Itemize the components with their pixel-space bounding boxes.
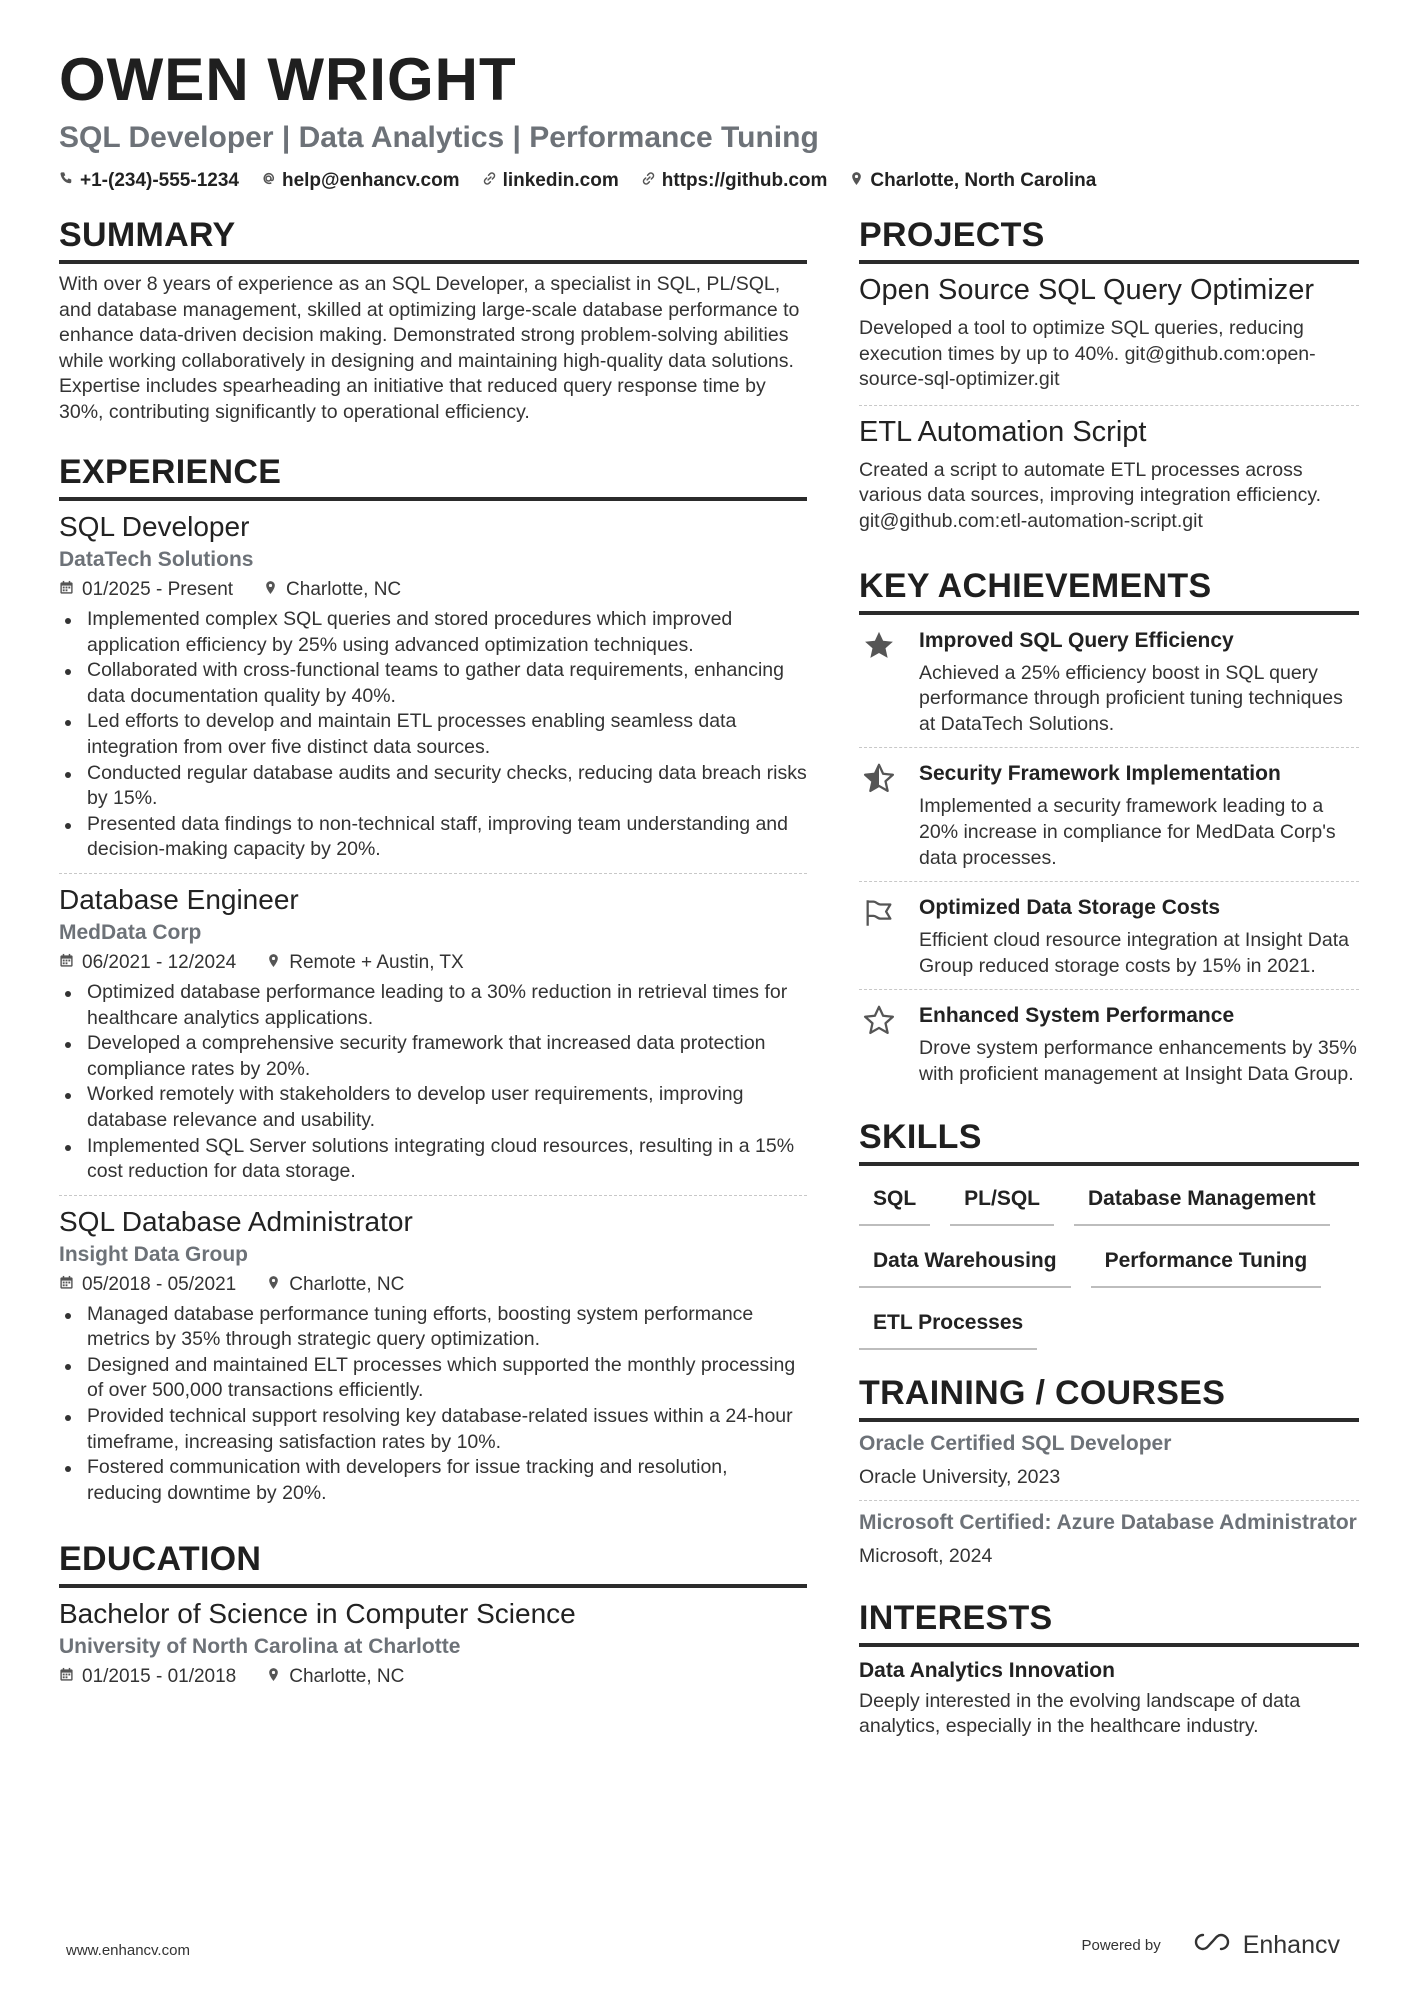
course-title: Oracle Certified SQL Developer	[859, 1431, 1172, 1455]
bullet-item: Managed database performance tuning efforts, boosting system performance metrics by 35% through strategic query optimization.	[59, 1302, 807, 1353]
bullet-item: Designed and maintained ELT processes which supported the monthly processing of over 500,000 transactions efficiently.	[59, 1353, 807, 1404]
contact-github[interactable]	[641, 170, 828, 192]
enhancv-logo[interactable]	[1189, 1930, 1340, 1961]
location-icon	[849, 170, 864, 192]
interest-desc: Deeply interested in the evolving landscape of data analytics, especially in the healthcare industry.	[859, 1689, 1301, 1738]
job-location	[266, 1270, 404, 1300]
calendar-icon	[59, 948, 74, 978]
skill-tag: SQL	[859, 1178, 930, 1226]
education-entry	[59, 1588, 807, 1702]
job-location-text: Charlotte, NC	[286, 579, 402, 600]
job-entry	[59, 874, 807, 1196]
job-location	[266, 948, 463, 978]
bullet-item: Presented data findings to non-technical staff, improving team understanding and decision-making capacity by 20%.	[59, 812, 807, 863]
footer-branding	[1081, 1930, 1340, 1961]
education-location	[266, 1662, 404, 1692]
job-entry	[59, 501, 807, 874]
section-heading-summary: SUMMARY	[59, 214, 807, 264]
section-heading-achievements: KEY ACHIEVEMENTS	[859, 565, 1359, 615]
contact-linkedin[interactable]	[482, 170, 619, 192]
education-section	[59, 1538, 807, 1702]
project-entry	[859, 264, 1359, 406]
course-org: Oracle University, 2023	[859, 1465, 1061, 1488]
section-heading-experience: EXPERIENCE	[59, 451, 807, 501]
contact-email-text: help@enhancv.com	[281, 170, 460, 191]
achievement-entry	[859, 882, 1359, 990]
project-desc: Created a script to automate ETL processes across various data sources, improving integration efficiency. git@github.com:etl-automation-script.git	[859, 458, 1322, 532]
section-heading-training: TRAINING / COURSES	[859, 1372, 1359, 1422]
job-location-text: Charlotte, NC	[289, 1273, 405, 1295]
skill-tag: ETL Processes	[859, 1302, 1037, 1350]
project-entry	[859, 406, 1359, 547]
project-title: ETL Automation Script	[859, 415, 1147, 448]
contact-location-text: Charlotte, North Carolina	[870, 170, 1097, 191]
section-heading-projects: PROJECTS	[859, 214, 1359, 264]
powered-by-text: Powered by	[1081, 1937, 1161, 1954]
calendar-icon	[59, 1270, 74, 1300]
course-entry	[859, 1501, 1359, 1579]
bullet-item: Fostered communication with developers for issue tracking and resolution, reducing downtime by 20%.	[59, 1455, 807, 1506]
location-icon	[266, 1270, 281, 1300]
footer-website[interactable]: www.enhancv.com	[66, 1942, 190, 1959]
flag-icon	[859, 894, 899, 979]
star-half-icon	[859, 760, 899, 871]
job-entry	[59, 1196, 807, 1517]
bullet-item: Worked remotely with stakeholders to develop user requirements, improving database relevance and usability.	[59, 1082, 807, 1133]
contact-bar	[59, 170, 1359, 192]
achievements-section	[859, 565, 1359, 1098]
job-company: MedData Corp	[59, 920, 202, 944]
projects-section	[859, 214, 1359, 547]
skills-list	[859, 1178, 1359, 1350]
enhancv-logo-icon	[1189, 1930, 1235, 1961]
star-filled-icon	[859, 627, 899, 738]
job-bullets	[59, 1302, 807, 1507]
skills-section	[859, 1116, 1359, 1350]
contact-phone-text: +1-(234)-555-1234	[80, 170, 239, 191]
achievement-desc: Drove system performance enhancements by 35% with proficient management at Insight Data Group.	[919, 1037, 1357, 1085]
job-title: Database Engineer	[59, 883, 299, 915]
job-dates	[59, 575, 233, 605]
project-title: Open Source SQL Query Optimizer	[859, 274, 1315, 306]
contact-location	[849, 170, 1096, 192]
achievement-title: Optimized Data Storage Costs	[919, 896, 1221, 920]
course-entry	[859, 1422, 1359, 1501]
section-heading-education: EDUCATION	[59, 1538, 807, 1588]
bullet-item: Provided technical support resolving key database-related issues within a 24-hour timeframe, increasing satisfaction rates by 10%.	[59, 1404, 807, 1455]
contact-github-text: https://github.com	[661, 170, 828, 191]
education-dates-text: 01/2015 - 01/2018	[82, 1666, 237, 1688]
job-bullets	[59, 980, 807, 1185]
achievement-title: Improved SQL Query Efficiency	[919, 628, 1234, 652]
location-icon	[266, 948, 281, 978]
skill-tag: Performance Tuning	[1091, 1240, 1322, 1288]
job-bullets	[59, 607, 807, 863]
interest-title: Data Analytics Innovation	[859, 1658, 1115, 1682]
section-heading-skills: SKILLS	[859, 1116, 1359, 1166]
link-icon	[482, 170, 497, 192]
job-dates	[59, 1270, 236, 1300]
skill-tag: PL/SQL	[950, 1178, 1054, 1226]
project-desc: Developed a tool to optimize SQL queries, reducing execution times by up to 40%. git@github.com:open-source-sql-optimizer.git	[859, 317, 1316, 391]
phone-icon	[59, 170, 74, 192]
education-degree: Bachelor of Science in Computer Science	[59, 1598, 576, 1630]
bullet-item: Led efforts to develop and maintain ETL processes enabling seamless data integration from over five distinct data sources.	[59, 709, 807, 760]
calendar-icon	[59, 575, 74, 605]
job-location-text: Remote + Austin, TX	[289, 951, 464, 973]
achievement-desc: Efficient cloud resource integration at Insight Data Group reduced storage costs by 15% in 2021.	[919, 929, 1349, 977]
job-company: Insight Data Group	[59, 1242, 248, 1266]
contact-linkedin-text: linkedin.com	[502, 170, 619, 191]
education-dates	[59, 1662, 236, 1692]
at-icon	[261, 170, 276, 192]
summary-text: With over 8 years of experience as an SQL Developer, a specialist in SQL, PL/SQL, and database management, skilled at optimizing large-scale database performance to enhance data-driven decision making. Demonstrated strong problem-solving abilities while working collaboratively in designing and maintaining high-quality data solutions. Expertise includes spearheading an initiative that reduced query response time by 30%, contributing significantly to operational efficiency.	[59, 273, 800, 423]
course-title: Microsoft Certified: Azure Database Administrator	[859, 1510, 1357, 1534]
education-school: University of North Carolina at Charlotte	[59, 1635, 461, 1659]
course-org: Microsoft, 2024	[859, 1544, 993, 1567]
achievement-entry	[859, 615, 1359, 749]
location-icon	[266, 1662, 281, 1692]
left-column	[59, 214, 807, 1720]
achievement-entry	[859, 990, 1359, 1097]
skill-tag: Data Warehousing	[859, 1240, 1071, 1288]
enhancv-logo-text: Enhancv	[1242, 1931, 1340, 1959]
location-icon	[263, 575, 278, 605]
link-icon	[641, 170, 656, 192]
job-location	[263, 575, 401, 605]
job-dates-text: 01/2025 - Present	[82, 579, 234, 600]
right-column	[859, 214, 1359, 1758]
candidate-title: SQL Developer | Data Analytics | Performance Tuning	[59, 121, 819, 154]
experience-section	[59, 451, 807, 1516]
contact-email[interactable]	[261, 170, 460, 192]
achievement-entry	[859, 748, 1359, 882]
summary-section	[59, 214, 807, 425]
job-dates-text: 06/2021 - 12/2024	[82, 951, 237, 973]
bullet-item: Developed a comprehensive security framework that increased data protection compliance rates by 20%.	[59, 1031, 807, 1082]
job-dates-text: 05/2018 - 05/2021	[82, 1273, 237, 1295]
skill-tag: Database Management	[1074, 1178, 1330, 1226]
candidate-name: OWEN WRIGHT	[59, 46, 517, 113]
job-meta	[59, 575, 807, 605]
education-location-text: Charlotte, NC	[289, 1666, 405, 1688]
bullet-item: Implemented SQL Server solutions integrating cloud resources, resulting in a 15% cost reduction for data storage.	[59, 1134, 807, 1185]
education-meta	[59, 1662, 807, 1692]
calendar-icon	[59, 1662, 74, 1692]
job-meta	[59, 948, 807, 978]
star-outline-icon	[859, 1002, 899, 1087]
achievement-desc: Achieved a 25% efficiency boost in SQL query performance through proficient tuning techniques at DataTech Solutions.	[919, 661, 1343, 735]
section-heading-interests: INTERESTS	[859, 1597, 1359, 1647]
achievement-title: Enhanced System Performance	[919, 1004, 1235, 1028]
bullet-item: Implemented complex SQL queries and stored procedures which improved application efficiency by 25% using advanced optimization techniques.	[59, 607, 807, 658]
interests-section	[859, 1597, 1359, 1740]
training-section	[859, 1372, 1359, 1579]
job-title: SQL Developer	[59, 511, 250, 542]
bullet-item: Conducted regular database audits and security checks, reducing data breach risks by 15%.	[59, 761, 807, 812]
job-dates	[59, 948, 236, 978]
job-title: SQL Database Administrator	[59, 1205, 413, 1237]
achievement-desc: Implemented a security framework leading to a 20% increase in compliance for MedData Corp's data processes.	[919, 795, 1336, 869]
bullet-item: Collaborated with cross-functional teams to gather data requirements, enhancing data documentation quality by 40%.	[59, 658, 807, 709]
resume-header	[59, 44, 1359, 192]
contact-phone[interactable]	[59, 170, 239, 192]
achievement-title: Security Framework Implementation	[919, 762, 1281, 786]
job-meta	[59, 1270, 807, 1300]
bullet-item: Optimized database performance leading to a 30% reduction in retrieval times for healthcare analytics applications.	[59, 980, 807, 1031]
job-company: DataTech Solutions	[59, 548, 254, 571]
